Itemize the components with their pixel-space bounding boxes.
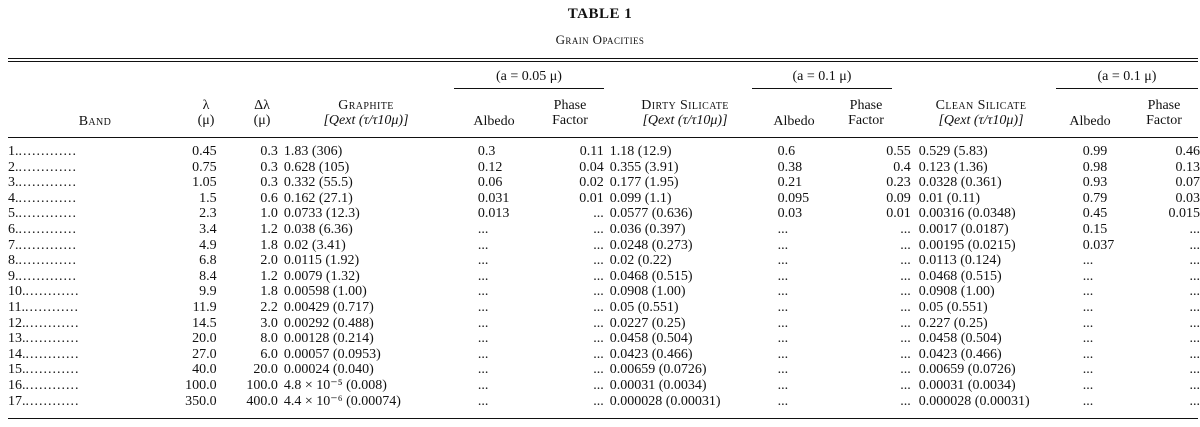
cell-ph1: ... <box>593 362 604 378</box>
cell-graphite: 0.00024 (0.040) <box>283 362 374 378</box>
band-number: 17. <box>8 393 26 409</box>
cell-alb3: ... <box>1082 331 1094 347</box>
group-underline-2 <box>752 88 892 89</box>
header-dlambda-unit: (μ) <box>253 113 271 128</box>
cell-clean: 0.0113 (0.124) <box>918 253 1002 269</box>
leader-dots: ............. <box>18 206 77 222</box>
cell-band <box>8 160 170 176</box>
cell-alb2: ... <box>777 237 789 253</box>
cell-alb2: ... <box>777 377 789 393</box>
header-dlambda <box>240 98 284 128</box>
cell-graphite: 0.0115 (1.92) <box>283 253 360 269</box>
table-row <box>8 175 1200 191</box>
cell-dlam: 100.0 <box>246 377 278 393</box>
header-phase-1-line1: Phase <box>553 98 587 113</box>
table-row <box>8 316 1200 332</box>
leader-dots: ............. <box>18 190 77 206</box>
cell-ph1: ... <box>593 331 604 347</box>
cell-graphite: 4.4 × 10⁻⁶ (0.00074) <box>283 393 401 409</box>
cell-lam: 8.4 <box>199 268 217 284</box>
cell-band <box>8 206 170 222</box>
leader-dots: ............ <box>25 377 80 393</box>
cell-dirty: 0.099 (1.1) <box>609 190 672 206</box>
cell-ph3: ... <box>1189 331 1200 347</box>
cell-band <box>8 362 170 378</box>
cell-ph1: ... <box>593 253 604 269</box>
table-row <box>8 362 1200 378</box>
group-underline-3 <box>1056 88 1198 89</box>
cell-dlam: 400.0 <box>246 393 278 409</box>
cell-dirty: 0.00031 (0.0034) <box>609 377 707 393</box>
cell-ph1: ... <box>593 346 604 362</box>
cell-ph3: ... <box>1189 362 1200 378</box>
cell-dlam: 1.0 <box>260 206 278 222</box>
cell-ph2: ... <box>900 299 911 315</box>
table-body <box>8 144 1200 409</box>
cell-dirty: 0.0227 (0.25) <box>609 315 686 331</box>
header-dirty-label: Dirty Silicate <box>641 98 729 113</box>
cell-alb3: 0.45 <box>1082 206 1108 222</box>
cell-clean: 0.0468 (0.515) <box>918 268 1002 284</box>
cell-clean: 0.00316 (0.0348) <box>918 206 1016 222</box>
cell-band <box>8 300 170 316</box>
cell-band <box>8 269 170 285</box>
cell-lam: 2.3 <box>199 206 217 222</box>
cell-ph1: ... <box>593 221 604 237</box>
table-row <box>8 394 1200 410</box>
group-header-dirty-size: (a = 0.1 μ) <box>792 69 852 84</box>
cell-clean: 0.529 (5.83) <box>918 144 988 159</box>
cell-ph1: ... <box>593 299 604 315</box>
cell-ph1: 0.01 <box>579 190 604 206</box>
leader-dots: ............. <box>18 175 77 191</box>
table-row <box>8 347 1200 363</box>
header-rule <box>8 137 1198 138</box>
cell-dirty: 0.177 (1.95) <box>609 175 679 191</box>
cell-alb1: ... <box>477 284 489 300</box>
cell-dlam: 1.2 <box>260 268 278 284</box>
header-band: Band <box>78 114 112 129</box>
cell-dirty: 0.02 (0.22) <box>609 253 672 269</box>
cell-dlam: 2.2 <box>260 299 278 315</box>
top-rule-2 <box>8 61 1198 62</box>
cell-ph3: ... <box>1189 268 1200 284</box>
cell-alb3: 0.93 <box>1082 175 1108 191</box>
band-number: 9. <box>8 268 19 284</box>
cell-lam: 20.0 <box>192 331 217 347</box>
group-underline-1 <box>454 88 604 89</box>
cell-graphite: 0.038 (6.36) <box>283 221 353 237</box>
cell-alb3: 0.037 <box>1082 237 1115 253</box>
cell-lam: 6.8 <box>199 253 217 269</box>
cell-band <box>8 175 170 191</box>
leader-dots: ............. <box>18 253 77 269</box>
cell-lam: 350.0 <box>185 393 217 409</box>
cell-dlam: 1.8 <box>260 284 278 300</box>
header-clean-sub: [Qext (τ/τ10μ)] <box>938 113 1024 128</box>
cell-graphite: 0.00128 (0.214) <box>283 331 374 347</box>
cell-ph1: ... <box>593 237 604 253</box>
cell-alb1: 0.12 <box>477 159 503 175</box>
band-number: 2. <box>8 159 19 175</box>
table-title: TABLE 1 <box>567 6 633 22</box>
cell-dirty: 0.00659 (0.0726) <box>609 362 707 378</box>
leader-dots: ............ <box>25 315 80 331</box>
header-phase-2-line1: Phase <box>849 98 883 113</box>
cell-alb2: ... <box>777 268 789 284</box>
cell-dirty: 1.18 (12.9) <box>609 144 672 159</box>
cell-dlam: 8.0 <box>260 331 278 347</box>
cell-clean: 0.000028 (0.00031) <box>918 393 1030 409</box>
band-number: 7. <box>8 237 19 253</box>
cell-ph2: ... <box>900 237 911 253</box>
cell-ph2: 0.23 <box>886 175 911 191</box>
cell-alb1: ... <box>477 253 489 269</box>
cell-ph1: ... <box>593 377 604 393</box>
cell-ph3: ... <box>1189 299 1200 315</box>
band-number: 8. <box>8 253 19 269</box>
cell-alb3: ... <box>1082 253 1094 269</box>
table-row <box>8 191 1200 207</box>
cell-band <box>8 347 170 363</box>
cell-lam: 40.0 <box>192 362 217 378</box>
band-number: 1. <box>8 144 19 159</box>
cell-alb3: ... <box>1082 268 1094 284</box>
cell-alb3: ... <box>1082 362 1094 378</box>
cell-dlam: 2.0 <box>260 253 278 269</box>
cell-alb2: ... <box>777 346 789 362</box>
cell-alb2: ... <box>777 393 789 409</box>
cell-dirty: 0.0908 (1.00) <box>609 284 686 300</box>
cell-alb3: ... <box>1082 284 1094 300</box>
leader-dots: ............. <box>18 237 77 253</box>
header-clean-label: Clean Silicate <box>935 98 1027 113</box>
header-graphite-label: Graphite <box>338 98 394 113</box>
cell-ph2: ... <box>900 315 911 331</box>
cell-lam: 0.45 <box>192 144 217 159</box>
cell-graphite: 4.8 × 10⁻⁵ (0.008) <box>283 377 387 393</box>
cell-lam: 1.05 <box>192 175 217 191</box>
cell-alb1: ... <box>477 346 489 362</box>
cell-alb2: ... <box>777 284 789 300</box>
header-phase-2-line2: Factor <box>848 113 884 128</box>
cell-band <box>8 284 170 300</box>
cell-alb1: ... <box>477 221 489 237</box>
table-row <box>8 300 1200 316</box>
cell-alb2: 0.21 <box>777 175 803 191</box>
cell-dlam: 0.6 <box>260 190 278 206</box>
cell-ph2: ... <box>900 284 911 300</box>
cell-ph1: ... <box>593 268 604 284</box>
cell-ph3: 0.07 <box>1175 175 1200 191</box>
cell-lam: 1.5 <box>199 190 217 206</box>
cell-alb3: 0.15 <box>1082 221 1108 237</box>
cell-clean: 0.0328 (0.361) <box>918 175 1002 191</box>
cell-clean: 0.123 (1.36) <box>918 159 988 175</box>
cell-ph2: ... <box>900 377 911 393</box>
cell-band <box>8 316 170 332</box>
cell-alb2: ... <box>777 221 789 237</box>
cell-dlam: 6.0 <box>260 346 278 362</box>
cell-ph1: ... <box>593 206 604 222</box>
cell-graphite: 0.02 (3.41) <box>283 237 346 253</box>
header-phase-3-line1: Phase <box>1147 98 1181 113</box>
table-row <box>8 331 1200 347</box>
group-header-graphite-size: (a = 0.05 μ) <box>496 69 562 84</box>
header-dlambda-symbol: Δλ <box>254 98 270 113</box>
cell-ph3: ... <box>1189 253 1200 269</box>
table-row <box>8 269 1200 285</box>
cell-dirty: 0.0577 (0.636) <box>609 206 693 222</box>
cell-band <box>8 394 170 410</box>
cell-alb2: 0.6 <box>777 144 796 159</box>
leader-dots: ............ <box>25 393 80 409</box>
opacity-table <box>8 144 1200 409</box>
cell-ph3: ... <box>1189 346 1200 362</box>
cell-lam: 4.9 <box>199 237 217 253</box>
header-phase-1-line2: Factor <box>552 113 588 128</box>
cell-alb1: ... <box>477 331 489 347</box>
cell-alb1: ... <box>477 237 489 253</box>
leader-dots: ............ <box>25 346 80 362</box>
header-graphite <box>296 98 436 128</box>
cell-ph2: ... <box>900 268 911 284</box>
band-number: 14. <box>8 346 26 362</box>
cell-ph2: 0.4 <box>893 159 911 175</box>
header-dirty-sub: [Qext (τ/τ10μ)] <box>642 113 728 128</box>
table-subtitle: Grain Opacities <box>555 32 645 47</box>
cell-ph3: 0.015 <box>1168 206 1200 222</box>
cell-lam: 9.9 <box>199 284 217 300</box>
cell-alb3: ... <box>1082 377 1094 393</box>
cell-alb2: 0.38 <box>777 159 803 175</box>
cell-ph2: ... <box>900 331 911 347</box>
cell-alb2: 0.03 <box>777 206 803 222</box>
cell-clean: 0.01 (0.11) <box>918 190 981 206</box>
table-row <box>8 160 1200 176</box>
cell-ph3: ... <box>1189 221 1200 237</box>
band-number: 4. <box>8 190 19 206</box>
cell-band <box>8 191 170 207</box>
cell-lam: 3.4 <box>199 221 217 237</box>
cell-alb2: ... <box>777 362 789 378</box>
cell-clean: 0.0423 (0.466) <box>918 346 1002 362</box>
cell-lam: 14.5 <box>192 315 217 331</box>
cell-clean: 0.227 (0.25) <box>918 315 988 331</box>
cell-graphite: 0.0733 (12.3) <box>283 206 360 222</box>
cell-ph1: ... <box>593 284 604 300</box>
cell-ph2: 0.09 <box>886 190 911 206</box>
cell-alb1: ... <box>477 362 489 378</box>
cell-ph1: 0.04 <box>579 159 604 175</box>
cell-clean: 0.0017 (0.0187) <box>918 221 1009 237</box>
header-clean-silicate <box>906 98 1056 128</box>
band-number: 3. <box>8 175 19 191</box>
cell-graphite: 0.332 (55.5) <box>283 175 353 191</box>
band-number: 5. <box>8 206 19 222</box>
cell-alb3: 0.98 <box>1082 159 1108 175</box>
cell-alb3: ... <box>1082 299 1094 315</box>
cell-graphite: 0.00429 (0.717) <box>283 299 374 315</box>
header-graphite-sub: [Qext (τ/τ10μ)] <box>323 113 409 128</box>
cell-ph2: ... <box>900 393 911 409</box>
cell-alb2: 0.095 <box>777 190 810 206</box>
cell-ph1: 0.02 <box>579 175 604 191</box>
cell-ph2: ... <box>900 221 911 237</box>
cell-lam: 11.9 <box>192 299 217 315</box>
table-row <box>8 222 1200 238</box>
cell-dirty: 0.0248 (0.273) <box>609 237 693 253</box>
cell-dirty: 0.355 (3.91) <box>609 159 679 175</box>
group-header-clean-size: (a = 0.1 μ) <box>1097 69 1157 84</box>
cell-alb3: 0.79 <box>1082 190 1108 206</box>
leader-dots: ............. <box>18 268 77 284</box>
header-albedo-2: Albedo <box>773 114 815 129</box>
cell-ph3: ... <box>1189 315 1200 331</box>
cell-ph1: ... <box>593 315 604 331</box>
cell-alb1: ... <box>477 315 489 331</box>
cell-ph3: 0.46 <box>1175 144 1200 159</box>
header-phase-2 <box>830 98 902 128</box>
cell-ph2: ... <box>900 362 911 378</box>
header-phase-3 <box>1130 98 1198 128</box>
cell-band <box>8 331 170 347</box>
cell-dlam: 0.3 <box>260 144 278 159</box>
cell-dlam: 0.3 <box>260 159 278 175</box>
leader-dots: ............. <box>18 221 77 237</box>
band-number: 15. <box>8 362 26 378</box>
cell-ph2: ... <box>900 346 911 362</box>
cell-dirty: 0.0468 (0.515) <box>609 268 693 284</box>
cell-ph3: ... <box>1189 377 1200 393</box>
cell-clean: 0.0908 (1.00) <box>918 284 995 300</box>
cell-alb2: ... <box>777 315 789 331</box>
cell-clean: 0.00195 (0.0215) <box>918 237 1016 253</box>
cell-graphite: 0.00057 (0.0953) <box>283 346 381 362</box>
cell-graphite: 0.162 (27.1) <box>283 190 353 206</box>
cell-ph2: 0.55 <box>886 144 911 159</box>
cell-lam: 100.0 <box>185 377 217 393</box>
cell-ph1: 0.11 <box>579 144 604 159</box>
cell-dlam: 0.3 <box>260 175 278 191</box>
cell-graphite: 0.0079 (1.32) <box>283 268 360 284</box>
cell-ph3: ... <box>1189 284 1200 300</box>
band-number: 12. <box>8 315 26 331</box>
leader-dots: ............ <box>25 331 80 347</box>
cell-alb3: ... <box>1082 393 1094 409</box>
header-lambda <box>186 98 226 128</box>
top-rule-1 <box>8 58 1198 59</box>
cell-ph3: 0.13 <box>1175 159 1200 175</box>
band-number: 13. <box>8 331 26 347</box>
cell-alb1: ... <box>477 268 489 284</box>
header-lambda-symbol: λ <box>202 98 210 113</box>
cell-dlam: 3.0 <box>260 315 278 331</box>
cell-alb1: 0.06 <box>477 175 503 191</box>
cell-band <box>8 253 170 269</box>
cell-graphite: 1.83 (306) <box>283 144 343 159</box>
bottom-rule <box>8 418 1198 419</box>
table-row <box>8 238 1200 254</box>
cell-ph3: ... <box>1189 237 1200 253</box>
cell-ph1: ... <box>593 393 604 409</box>
table-row <box>8 284 1200 300</box>
cell-alb1: 0.3 <box>477 144 496 159</box>
band-number: 16. <box>8 377 26 393</box>
cell-alb3: 0.99 <box>1082 144 1108 159</box>
cell-lam: 27.0 <box>192 346 217 362</box>
leader-dots: ............ <box>25 362 80 378</box>
cell-alb2: ... <box>777 253 789 269</box>
cell-band <box>8 378 170 394</box>
cell-band <box>8 238 170 254</box>
cell-lam: 0.75 <box>192 159 217 175</box>
cell-alb1: 0.013 <box>477 206 510 222</box>
band-number: 6. <box>8 221 19 237</box>
cell-band <box>8 144 170 160</box>
leader-dots: ............. <box>18 144 77 159</box>
cell-dirty: 0.0423 (0.466) <box>609 346 693 362</box>
cell-ph2: ... <box>900 253 911 269</box>
cell-alb2: ... <box>777 331 789 347</box>
cell-alb2: ... <box>777 299 789 315</box>
cell-clean: 0.00031 (0.0034) <box>918 377 1016 393</box>
cell-clean: 0.05 (0.551) <box>918 299 988 315</box>
cell-ph3: 0.03 <box>1175 190 1200 206</box>
band-number: 11. <box>8 299 25 315</box>
cell-dirty: 0.0458 (0.504) <box>609 331 693 347</box>
cell-dlam: 20.0 <box>253 362 278 378</box>
cell-ph2: 0.01 <box>886 206 911 222</box>
cell-alb1: ... <box>477 377 489 393</box>
cell-dlam: 1.2 <box>260 221 278 237</box>
cell-alb3: ... <box>1082 315 1094 331</box>
cell-clean: 0.0458 (0.504) <box>918 331 1002 347</box>
table-row <box>8 144 1200 160</box>
cell-dirty: 0.05 (0.551) <box>609 299 679 315</box>
cell-graphite: 0.628 (105) <box>283 159 350 175</box>
cell-graphite: 0.00292 (0.488) <box>283 315 374 331</box>
header-lambda-unit: (μ) <box>197 113 215 128</box>
leader-dots: ............. <box>18 159 77 175</box>
header-albedo-1: Albedo <box>473 114 515 129</box>
cell-dirty: 0.000028 (0.00031) <box>609 393 721 409</box>
cell-alb3: ... <box>1082 346 1094 362</box>
leader-dots: ............ <box>24 299 79 315</box>
cell-clean: 0.00659 (0.0726) <box>918 362 1016 378</box>
cell-graphite: 0.00598 (1.00) <box>283 284 367 300</box>
band-number: 10. <box>8 284 26 300</box>
cell-alb1: ... <box>477 299 489 315</box>
cell-dlam: 1.8 <box>260 237 278 253</box>
cell-ph3: ... <box>1189 393 1200 409</box>
leader-dots: ............ <box>25 284 80 300</box>
cell-alb1: 0.031 <box>477 190 510 206</box>
table-row <box>8 253 1200 269</box>
header-phase-1 <box>534 98 606 128</box>
cell-alb1: ... <box>477 393 489 409</box>
cell-dirty: 0.036 (0.397) <box>609 221 686 237</box>
table-row <box>8 378 1200 394</box>
table-row <box>8 206 1200 222</box>
cell-band <box>8 222 170 238</box>
header-dirty-silicate <box>610 98 760 128</box>
header-phase-3-line2: Factor <box>1146 113 1182 128</box>
header-albedo-3: Albedo <box>1069 114 1111 129</box>
